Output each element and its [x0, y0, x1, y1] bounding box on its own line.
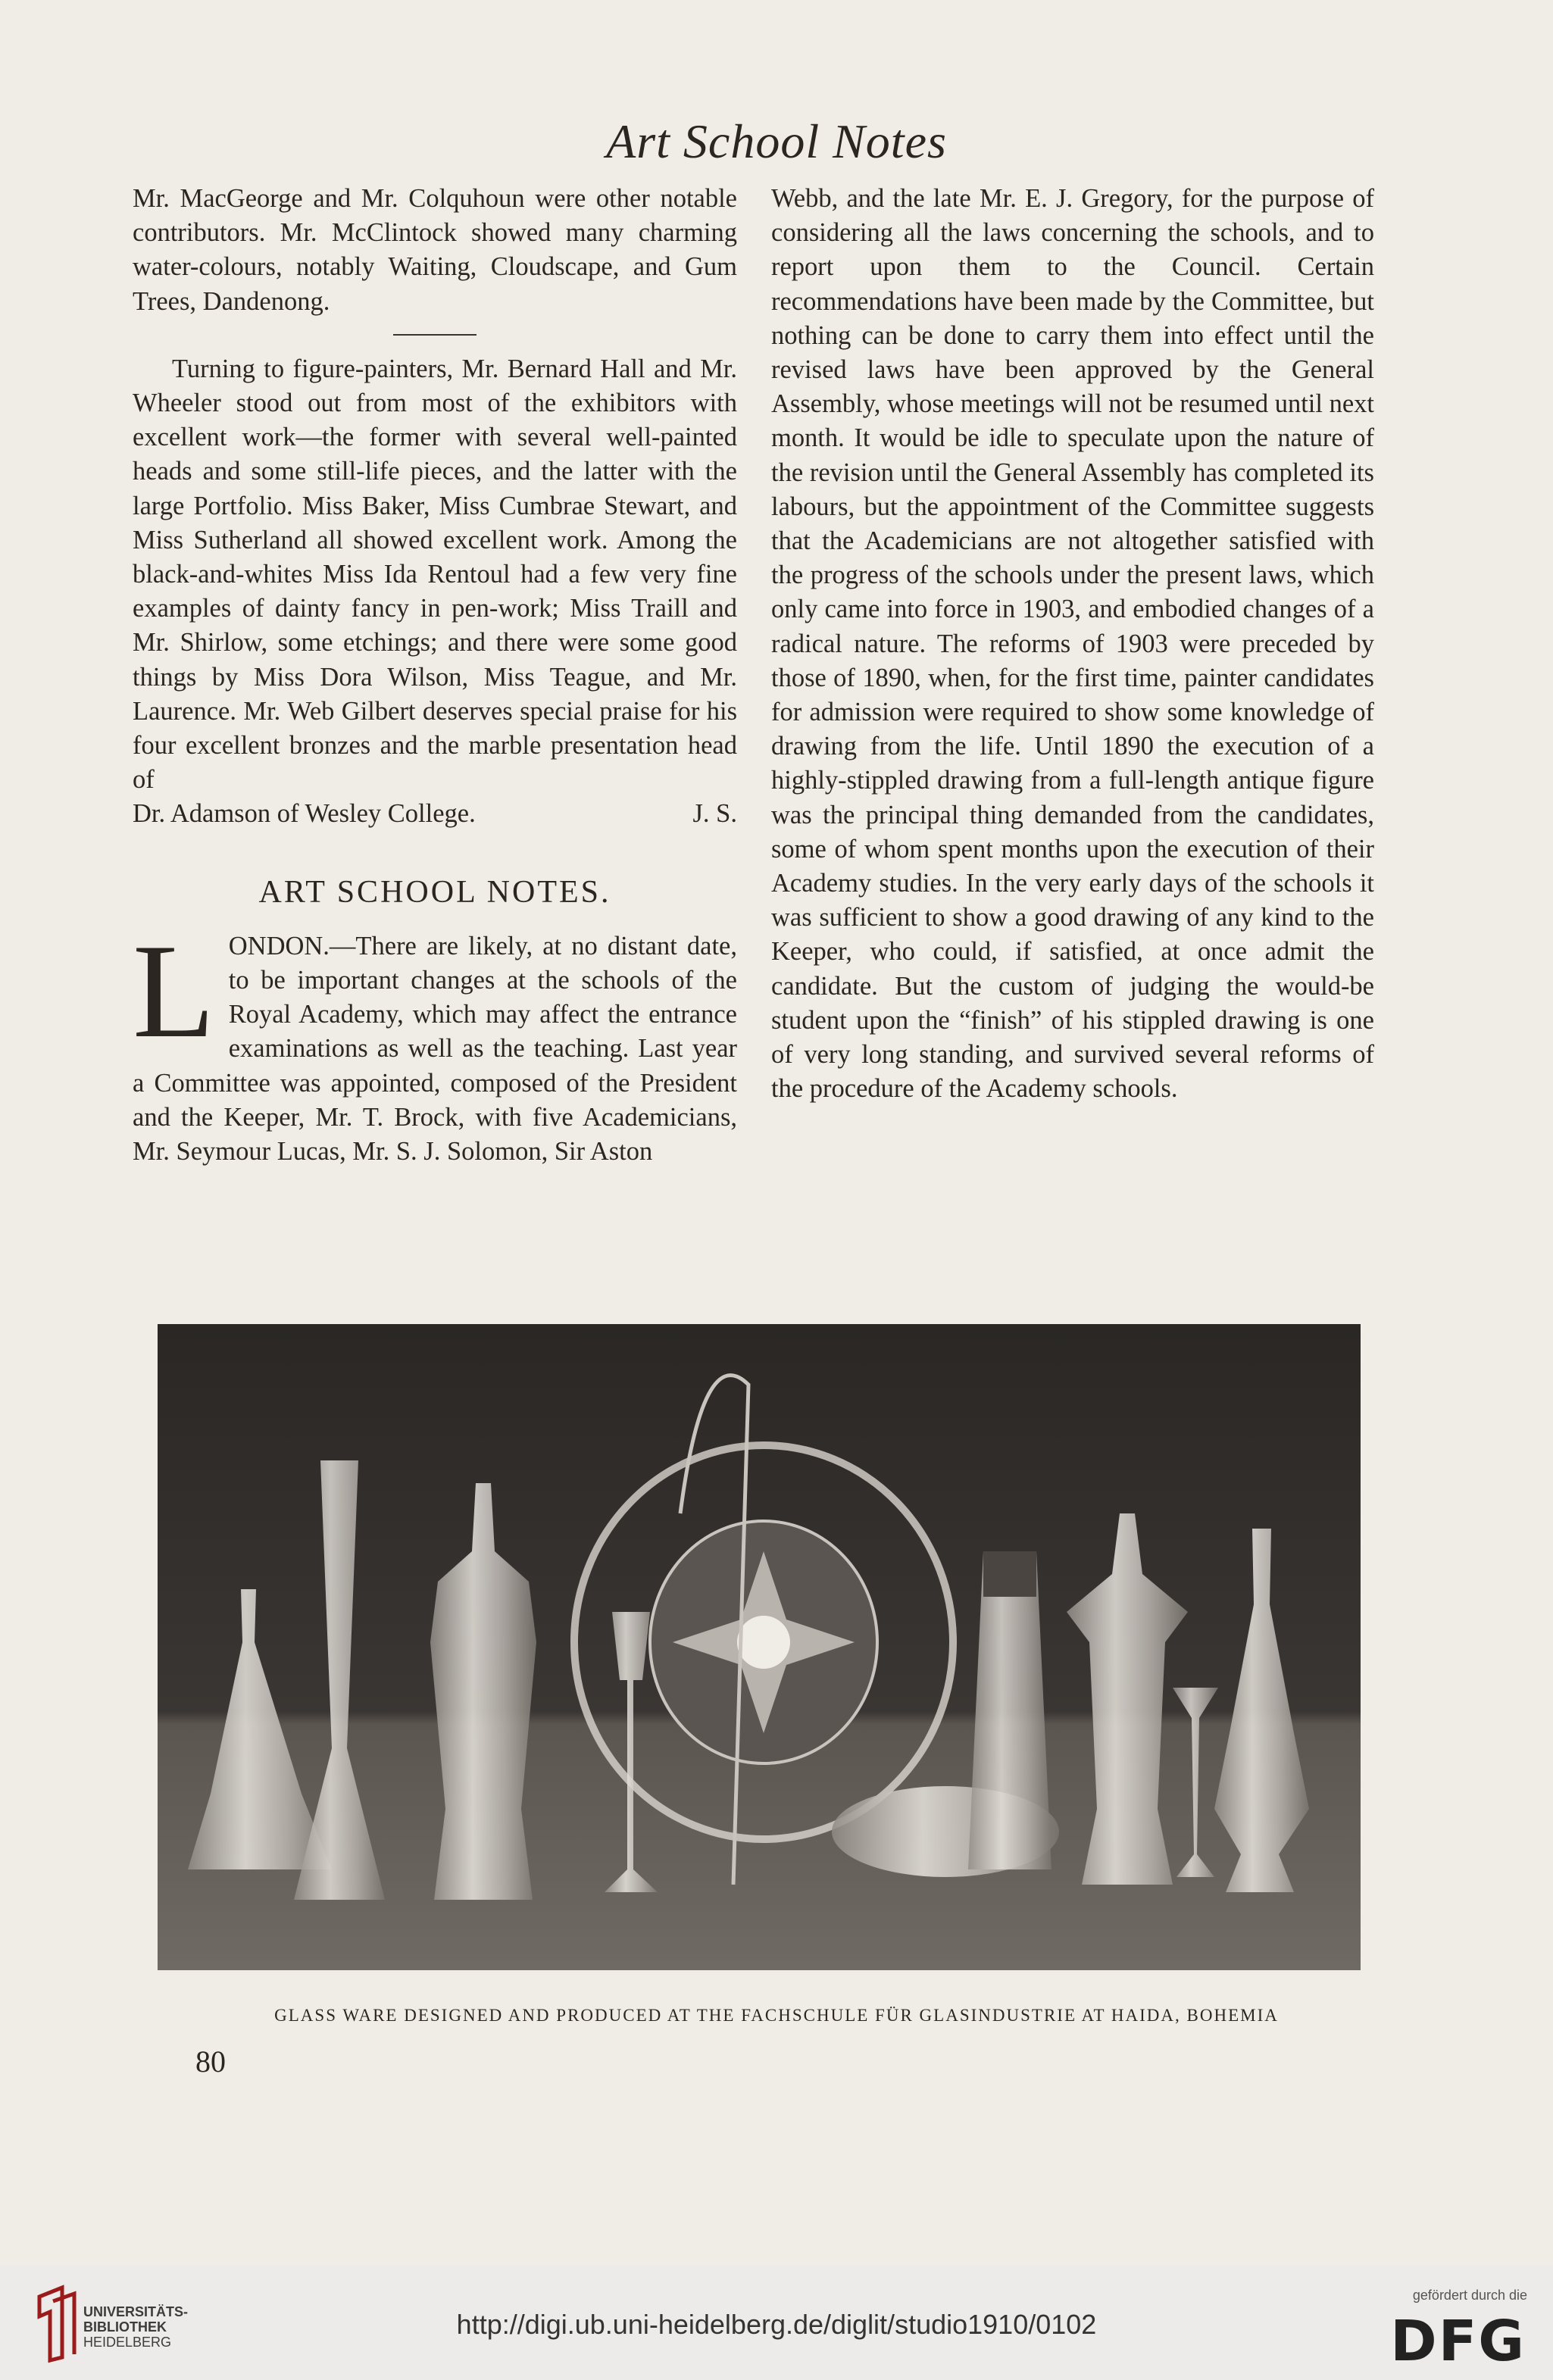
- paragraph-end: Dr. Adamson of Wesley College.: [133, 799, 476, 829]
- page-number: 80: [195, 2044, 226, 2079]
- dfg-logo: DFG: [1390, 2309, 1526, 2374]
- left-column: [133, 182, 737, 1169]
- paragraph: [133, 915, 737, 1169]
- library-name-line: HEIDELBERG: [83, 2335, 172, 2350]
- glassware-photograph: [158, 1324, 1361, 1970]
- paragraph: Mr. MacGeorge and Mr. Colquhoun were other notable contributors. Mr. McClintock showed many charming water-colours, notably Waiting, Cloudscape, and Gum Trees, Dandenong.: [133, 184, 737, 316]
- section-heading: ART SCHOOL NOTES.: [258, 874, 611, 910]
- figure-caption: GLASS WARE DESIGNED AND PRODUCED AT THE FACHSCHULE FÜR GLASINDUSTRIE AT HAIDA, BOHEMIA: [274, 2006, 1279, 2025]
- funding-note: gefördert durch die: [1412, 2288, 1527, 2303]
- library-name-line: BIBLIOTHEK: [83, 2319, 167, 2335]
- paragraph: Turning to figure-painters, Mr. Bernard Hall and Mr. Wheeler stood out from most of the exhibitors with excellent work—the former with several well-painted heads and some still-life pieces, and the latter with the large Portfolio. Miss Baker, Miss Cumbrae Stewart, and Miss Sutherland all showed excellent work. Among the black-and-whites Miss Ida Rentoul had a few very fine examples of dainty fancy in pen-work; Miss Traill and Mr. Shirlow, some etchings; and there were some good things by Miss Dora Wilson, Miss Teague, and Mr. Laurence. Mr. Web Gilbert deserves special praise for his four excellent bronzes and the marble presentation head of: [133, 354, 737, 795]
- digitization-footer: [0, 2265, 1553, 2380]
- paragraph-text: ONDON.—There are likely, at no distant date, to be important changes at the schools of the Royal Academy, which may affect the entrance examinations as well as the teaching. Last year a Committee was appointed, composed of the President and the Keeper, Mr. T. Brock, with five Academicians, Mr. Seymour Lucas, Mr. S. J. Solomon, Sir Aston: [133, 931, 737, 1167]
- section-divider: [393, 334, 477, 336]
- drop-cap: L: [133, 915, 215, 1066]
- author-initials: J. S.: [692, 799, 737, 829]
- paragraph: Webb, and the late Mr. E. J. Gregory, for the purpose of considering all the laws concerning the schools, and to report upon them to the Council. Certain recommendations have been made by the Committee, but nothing can be done to carry them into effect until the revised laws have been approved by the General Assembly, whose meetings will not be resumed until next month. It would be idle to speculate upon the nature of the revision until the General Assembly has completed its labours, but the appointment of the Committee suggests that the Academicians are not altogether satisfied with the progress of the schools under the present laws, which only came into force in 1903, and embodied changes of a radical nature. The reforms of 1903 were preceded by those of 1890, when, for the first time, painter candidates for admission were required to show some knowledge of drawing from the life. Until 1890 the execution of a highly-stippled drawing from a full-length antique figure was the principal thing demanded from the candidates, some of whom spent months upon the execution of their Academy studies. In the very early days of the schools it was sufficient to show a good drawing of any kind to the Keeper, who could, if satisfied, at once admit the candidate. But the custom of judging the would-be student upon the “finish” of his stippled drawing is one of very long standing, and survived several reforms of the procedure of the Academy schools.: [771, 184, 1374, 1104]
- right-column: [771, 182, 1374, 1106]
- running-head: Art School Notes: [606, 114, 947, 168]
- glassware-illustration: [158, 1324, 1361, 1970]
- signature-line: [133, 797, 737, 831]
- library-name-line: UNIVERSITÄTS-: [83, 2304, 189, 2319]
- source-url-link[interactable]: http://digi.ub.uni-heidelberg.de/diglit/studio1910/0102: [456, 2309, 1097, 2340]
